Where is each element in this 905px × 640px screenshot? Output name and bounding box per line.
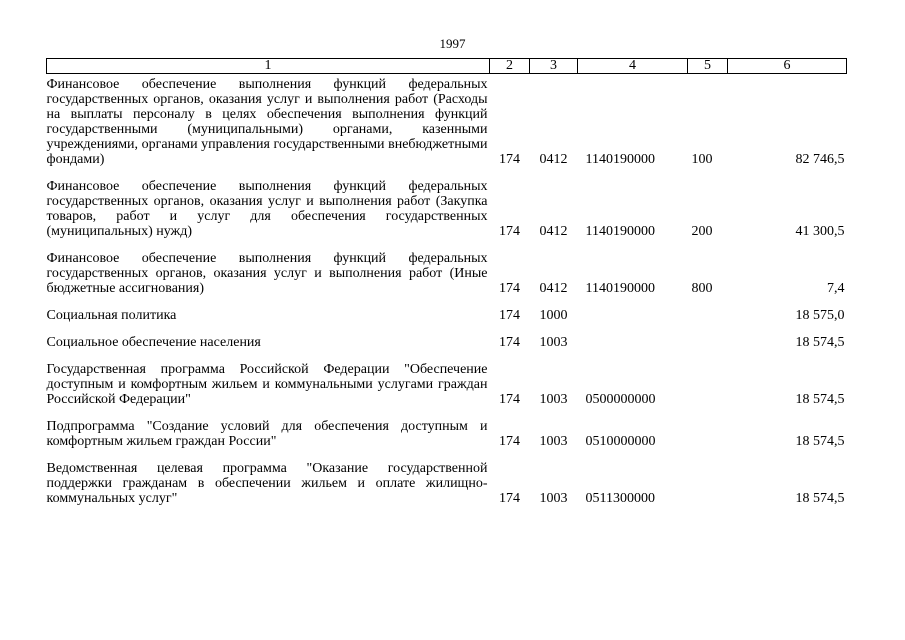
section-code: 1003 (539, 491, 568, 506)
table-row (47, 74, 847, 168)
table-body (47, 74, 847, 507)
amount: 41 300,5 (795, 224, 845, 239)
expense-type-code: 200 (691, 224, 713, 239)
section-code: 1000 (539, 308, 568, 323)
expense-type-code: 800 (691, 281, 713, 296)
row-description: Государственная программа Российской Федерации "Обеспечение доступным и комфортным жильем и коммунальными услугами граждан Российской Федерации" (46, 362, 488, 407)
amount: 18 574,5 (795, 434, 845, 449)
amount: 82 746,5 (795, 152, 845, 167)
table-row (47, 167, 847, 239)
section-code: 0412 (539, 152, 568, 167)
row-description: Финансовое обеспечение выполнения функций федеральных государственных органов, оказания услуг и выполнения работ (Иные бюджетные ассигнования) (46, 251, 488, 296)
section-code: 1003 (539, 392, 568, 407)
table-row (47, 350, 847, 407)
page-number: 1997 (439, 36, 466, 51)
table-row (47, 449, 847, 506)
budget-table (46, 58, 847, 506)
amount: 18 574,5 (795, 392, 845, 407)
ministry-code: 174 (499, 434, 520, 449)
table-row (47, 323, 847, 350)
ministry-code: 174 (499, 308, 520, 323)
table-row (47, 296, 847, 323)
row-description: Социальное обеспечение населения (46, 335, 261, 350)
target-article-code: 1140190000 (585, 152, 655, 167)
row-description: Социальная политика (46, 308, 177, 323)
ministry-code: 174 (499, 335, 520, 350)
section-code: 0412 (539, 281, 568, 296)
table-row (47, 407, 847, 449)
row-description: Ведомственная целевая программа "Оказание государственной поддержки гражданам в обеспечении жильем и оплате жилищно-коммунальных услуг" (46, 461, 488, 506)
ministry-code: 174 (499, 224, 520, 239)
column-header: 1 (47, 59, 490, 74)
expense-type-code (688, 323, 728, 350)
target-article-code: 0510000000 (585, 434, 656, 449)
column-header: 3 (530, 59, 578, 74)
ministry-code: 174 (499, 491, 520, 506)
target-article-code: 0500000000 (585, 392, 656, 407)
target-article-code: 1140190000 (585, 224, 655, 239)
column-header: 2 (490, 59, 530, 74)
table-header (47, 59, 847, 74)
section-code: 1003 (539, 335, 568, 350)
target-article-code: 0511300000 (585, 491, 655, 506)
target-article-code (578, 296, 688, 323)
header-row (47, 59, 847, 74)
ministry-code: 174 (499, 281, 520, 296)
column-header: 6 (728, 59, 847, 74)
amount: 18 575,0 (795, 308, 845, 323)
ministry-code: 174 (499, 152, 520, 167)
section-code: 1003 (539, 434, 568, 449)
expense-type-code (688, 449, 728, 506)
target-article-code (578, 323, 688, 350)
column-header: 5 (688, 59, 728, 74)
row-description: Финансовое обеспечение выполнения функций федеральных государственных органов, оказания услуг и выполнения работ (Закупка товаров, работ и услуг для обеспечения государственных (муниципальных) нужд) (46, 179, 488, 239)
expense-type-code: 100 (691, 152, 713, 167)
ministry-code: 174 (499, 392, 520, 407)
row-description: Финансовое обеспечение выполнения функций федеральных государственных органов, оказания услуг и выполнения работ (Расходы на выплаты персоналу в целях обеспечения выполнения функций государственными (муниципальными) органами, казенными учреждениями, органами управления государственными внебюджетными фондами) (46, 77, 488, 167)
section-code: 0412 (539, 224, 568, 239)
amount: 18 574,5 (795, 491, 845, 506)
expense-type-code (688, 407, 728, 449)
target-article-code: 1140190000 (585, 281, 655, 296)
expense-type-code (688, 350, 728, 407)
amount: 18 574,5 (795, 335, 845, 350)
expense-type-code (688, 296, 728, 323)
table-row (47, 239, 847, 296)
amount: 7,4 (827, 281, 845, 296)
row-description: Подпрограмма "Создание условий для обеспечения доступным и комфортным жильем граждан России" (46, 419, 488, 449)
column-header: 4 (578, 59, 688, 74)
